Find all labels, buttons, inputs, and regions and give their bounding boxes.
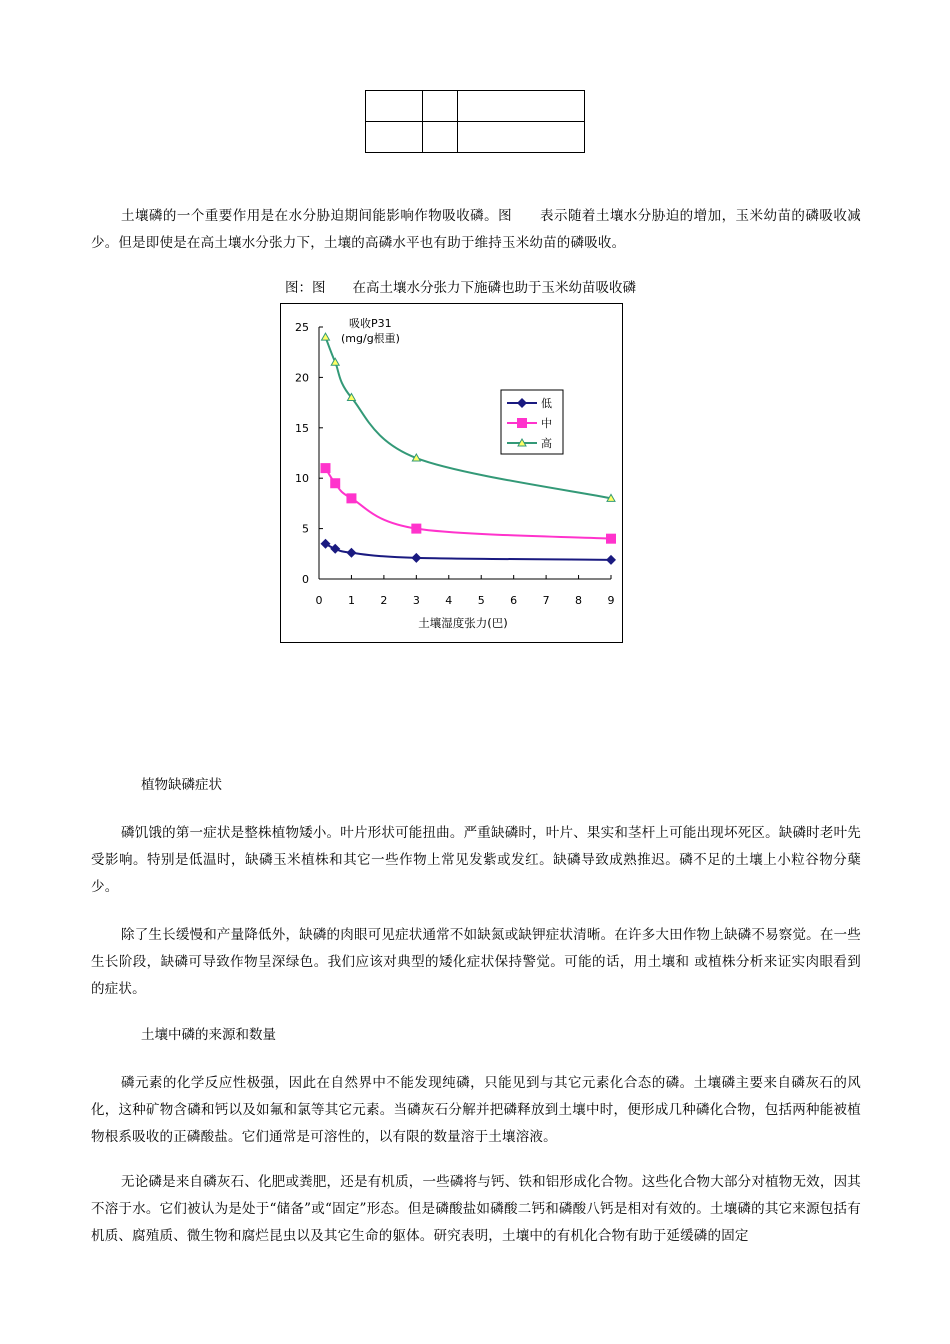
table-row [366, 91, 585, 122]
section-heading-sources: 土壤中磷的来源和数量 [141, 1027, 276, 1043]
y-tick-label: 10 [295, 472, 309, 486]
data-point [411, 553, 421, 563]
y-tick-label: 20 [295, 371, 309, 385]
figure-caption: 图：图 在高土壤水分张力下施磷也助于玉米幼苗吸收磷 [285, 280, 636, 296]
x-tick-label: 5 [477, 594, 485, 607]
paragraph-phosphorus-fixation: 无论磷是来自磷灰石、化肥或粪肥，还是有机质，一些磷将与钙、铁和铝形成化合物。这些化合物大部分对植物无效，因其不溶于水。它们被认为是处于“储备”或“固定”形态。但是磷酸盐如磷酸二钙和磷酸八钙是相对有效的。土壤磷的其它来源包括有机质、腐殖质、微生物和腐烂昆虫以及其它生命的躯体。研究表明，土壤中的有机化合物有助于延缓磷的固定 [91, 1174, 861, 1244]
data-point [330, 478, 340, 488]
data-point [321, 333, 329, 340]
y-tick-label: 5 [302, 522, 309, 536]
data-point [606, 534, 616, 544]
table-cell [423, 91, 458, 122]
section-heading-deficiency: 植物缺磷症状 [141, 777, 222, 793]
x-tick-label: 4 [445, 594, 453, 607]
data-point [411, 524, 421, 534]
x-tick-label: 2 [380, 594, 388, 607]
series-line-0 [325, 544, 611, 560]
legend-label: 高 [541, 437, 552, 450]
x-axis-label: 土壤湿度张力(巴) [418, 616, 508, 630]
table-cell [366, 122, 423, 153]
legend-label: 中 [541, 417, 552, 430]
chart-svg [281, 304, 622, 642]
x-tick-label: 0 [315, 594, 323, 607]
y-tick-label: 15 [295, 421, 309, 435]
series-line-1 [325, 468, 611, 539]
phosphorus-uptake-chart [280, 303, 623, 643]
data-point [606, 555, 616, 565]
y-axis-label: 吸收P31 [349, 317, 392, 330]
x-tick-label: 1 [347, 594, 355, 607]
data-point [320, 539, 330, 549]
table-row [366, 122, 585, 153]
data-point [346, 493, 356, 503]
x-tick-label: 3 [412, 594, 420, 607]
y-axis-unit-label: (mg/g根重) [341, 332, 400, 345]
data-point [320, 463, 330, 473]
data-point [331, 358, 339, 365]
y-tick-label: 0 [302, 573, 309, 586]
data-point [346, 548, 356, 558]
table-cell [458, 91, 585, 122]
x-tick-label: 8 [575, 594, 583, 607]
x-tick-label: 7 [542, 594, 550, 607]
legend-label: 低 [541, 397, 552, 410]
paragraph-apatite-weathering: 磷元素的化学反应性极强，因此在自然界中不能发现纯磷，只能见到与其它元素化合态的磷。土壤磷主要来自磷灰石的风化，这种矿物含磷和钙以及如氟和氯等其它元素。当磷灰石分解并把磷释放到土壤中时，便形成几种磷化合物，包括两种能被植物根系吸收的正磷酸盐。它们通常是可溶性的，以有限的数量溶于土壤溶液。 [91, 1075, 861, 1145]
paragraph-deficiency-symptoms: 磷饥饿的第一症状是整株植物矮小。叶片形状可能扭曲。严重缺磷时，叶片、果实和茎杆上可能出现坏死区。缺磷时老叶先受影响。特别是低温时，缺磷玉米植株和其它一些作物上常见发紫或发红。缺磷导致成熟推迟。磷不足的土壤上小粒谷物分蘖少。 [91, 825, 861, 895]
x-tick-label: 9 [607, 594, 615, 607]
table-cell [458, 122, 585, 153]
paragraph-visible-symptoms: 除了生长缓慢和产量降低外，缺磷的肉眼可见症状通常不如缺氮或缺钾症状清晰。在许多大田作物上缺磷不易察觉。在一些生长阶段，缺磷可导致作物呈深绿色。我们应该对典型的矮化症状保持警觉。可能的话，用土壤和 或植株分析来证实肉眼看到的症状。 [91, 927, 861, 997]
x-tick-label: 6 [510, 594, 518, 607]
series-line-2 [325, 337, 611, 498]
legend-marker [517, 418, 527, 428]
top-table [365, 90, 585, 153]
data-point [330, 544, 340, 554]
table-cell [366, 91, 423, 122]
table-cell [423, 122, 458, 153]
paragraph-phosphorus-water-stress: 土壤磷的一个重要作用是在水分胁迫期间能影响作物吸收磷。图 表示随着土壤水分胁迫的增加，玉米幼苗的磷吸收减少。但是即使是在高土壤水分张力下，土壤的高磷水平也有助于维持玉米幼苗的磷吸收。 [91, 208, 861, 251]
y-tick-label: 25 [295, 321, 309, 334]
